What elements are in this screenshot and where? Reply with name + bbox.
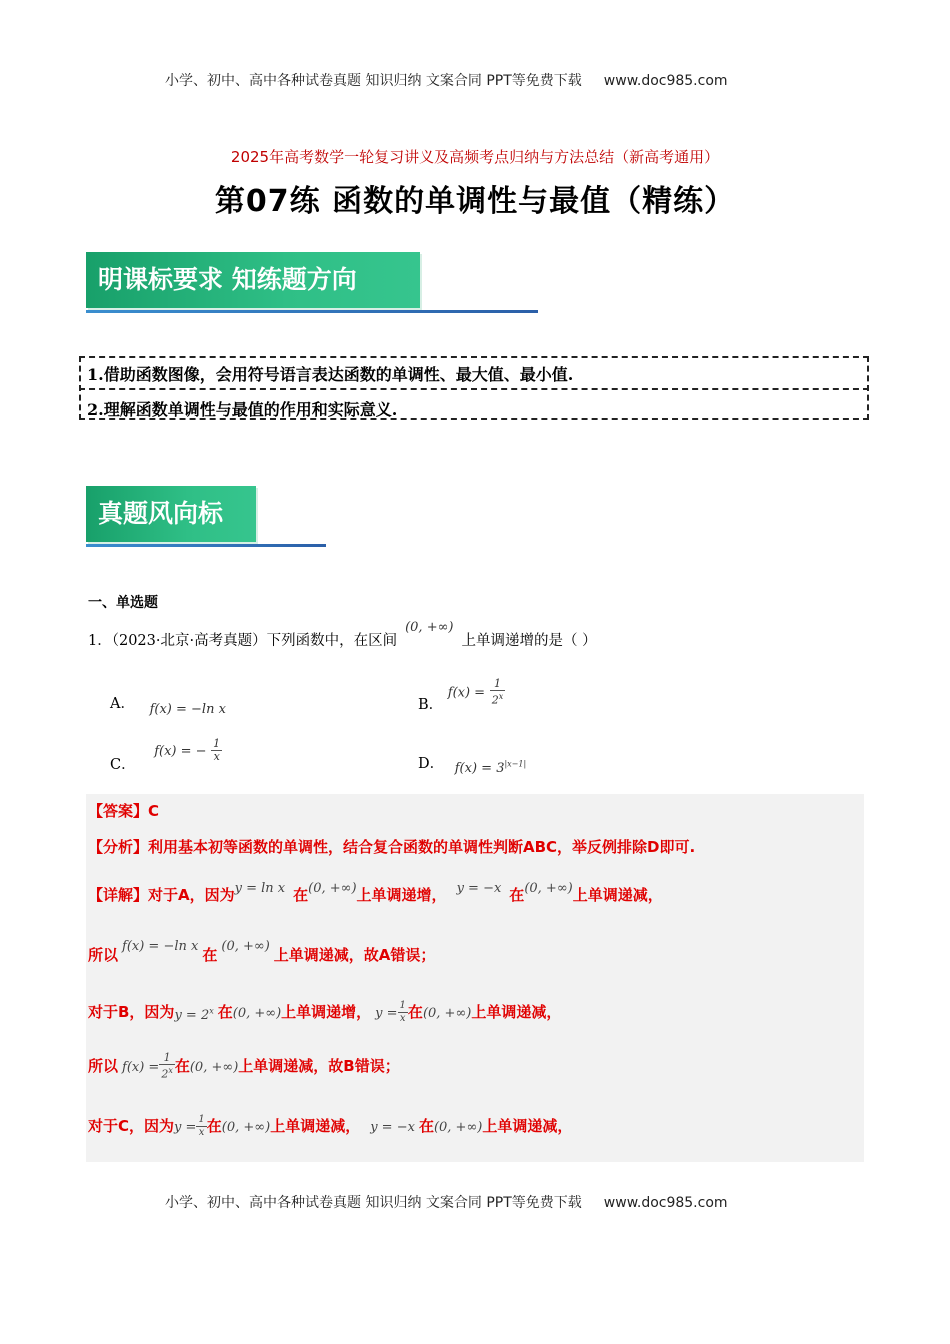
- detail-line-1: 【详解】对于A，因为y = ln x 在(0, +∞)上单调递增， y = −x 在(0, +∞)上单调递减，: [88, 881, 663, 904]
- requirement-2: 2.理解函数单调性与最值的作用和实际意义.: [87, 400, 398, 419]
- requirements-divider: [79, 388, 869, 390]
- banner-underline: [86, 310, 538, 313]
- banner-underline: [86, 544, 326, 547]
- banner-curriculum: 明课标要求 知练题方向: [86, 252, 420, 308]
- option-d-label: D．: [418, 756, 445, 772]
- option-d-formula: $f(x) = 3^{|x-1|}$: [454, 759, 527, 776]
- section-heading: 一、单选题: [88, 595, 158, 611]
- detail-line-2: 所以 f(x) = −ln x 在 (0, +∞) 上单调递减，故A错误；: [88, 939, 436, 964]
- footer-text: 小学、初中、高中各种试卷真题 知识归纳 文案合同 PPT等免费下载: [165, 1195, 582, 1211]
- question-interval: (0, +∞): [405, 620, 454, 635]
- option-a-formula: f(x) = −ln x: [149, 702, 226, 717]
- option-b[interactable]: [418, 677, 505, 714]
- option-b-fraction: $\frac{1}{2^x}$: [491, 677, 504, 707]
- page-header: [165, 70, 728, 90]
- option-a[interactable]: [110, 692, 226, 717]
- header-text: 小学、初中、高中各种试卷真题 知识归纳 文案合同 PPT等免费下载: [165, 73, 582, 89]
- option-b-label: B．: [418, 697, 444, 714]
- option-d[interactable]: [418, 752, 527, 776]
- question-stem-a: 1．（2023·北京·高考真题）下列函数中，在区间: [88, 633, 398, 649]
- doc-subtitle: 2025年高考数学一轮复习讲义及高频考点归纳与方法总结（新高考通用）: [230, 148, 720, 166]
- detail-line-4: 所以 f(x) = $\frac{1}{2^x}$ 在(0, +∞)上单调递减，故B错误；: [88, 1051, 400, 1081]
- analysis-line: 【分析】利用基本初等函数的单调性，结合复合函数的单调性判断ABC，举反例排除D即可.: [88, 838, 696, 856]
- answer-line: 【答案】C: [88, 802, 160, 820]
- option-a-label: A．: [110, 696, 135, 712]
- banner-exam: 真题风向标: [86, 486, 256, 542]
- requirement-1: 1.借助函数图像，会用符号语言表达函数的单调性、最大值、最小值.: [87, 365, 574, 384]
- option-b-formula: f(x) =: [447, 685, 486, 701]
- question-stem: [88, 620, 597, 650]
- doc-title: 第07练 函数的单调性与最值（精练）: [214, 184, 736, 219]
- option-c[interactable]: [110, 737, 222, 773]
- footer-url[interactable]: www.doc985.com: [603, 1195, 728, 1211]
- detail-line-3: 对于B，因为$y = 2^x$ 在(0, +∞)上单调递增， y = $\frac{1}{x}$ 在(0, +∞)上单调递减，: [88, 1000, 562, 1024]
- question-stem-b: 上单调递增的是（ ）: [461, 633, 597, 649]
- option-c-formula: f(x) = −: [154, 743, 207, 759]
- detail-line-5: 对于C，因为y = $\frac{1}{x}$ 在(0, +∞)上单调递减， y = −x 在(0, +∞)上单调递减，: [88, 1114, 573, 1138]
- header-url[interactable]: www.doc985.com: [603, 73, 728, 89]
- option-c-fraction: $\frac{1}{x}$: [213, 737, 221, 763]
- option-c-label: C．: [110, 756, 136, 773]
- page-footer: [165, 1192, 728, 1212]
